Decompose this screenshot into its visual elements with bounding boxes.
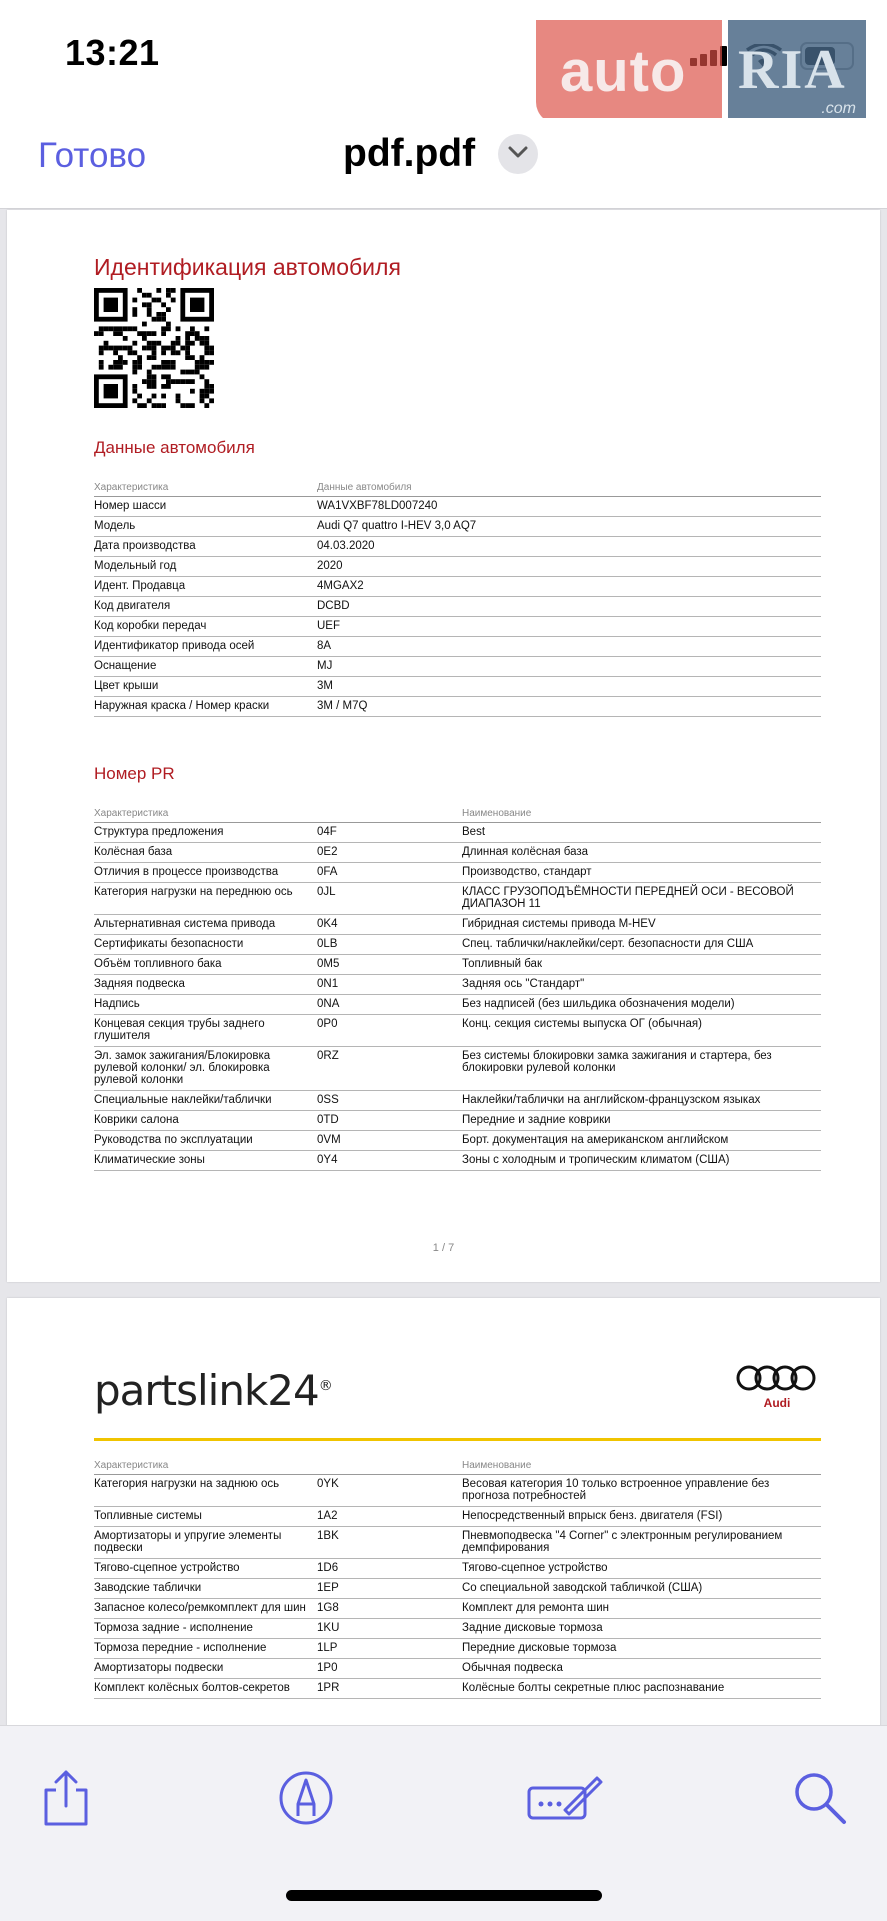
table-cell: UEF xyxy=(317,620,340,632)
table-cell: Номер шасси xyxy=(94,500,167,512)
table-row xyxy=(94,1559,821,1579)
table-row xyxy=(94,657,821,677)
column-header: Характеристика xyxy=(94,482,169,493)
table-cell: Коврики салона xyxy=(94,1114,179,1126)
table-cell: 0FA xyxy=(317,866,338,878)
table-cell: Гибридная системы привода M-HEV xyxy=(462,918,656,930)
table-cell: MJ xyxy=(317,660,333,672)
table-row xyxy=(94,1599,821,1619)
table-cell: 0JL xyxy=(317,886,336,898)
column-header: Данные автомобиля xyxy=(317,482,412,493)
table-cell: 4MGAX2 xyxy=(317,580,364,592)
table-cell: Топливные системы xyxy=(94,1510,202,1522)
table-row xyxy=(94,1679,821,1699)
table-row xyxy=(94,637,821,657)
table-cell: Непосредственный впрыск бенз. двигателя (FSI) xyxy=(462,1510,723,1522)
table-row xyxy=(94,1527,821,1559)
table-cell: Передние дисковые тормоза xyxy=(462,1642,617,1654)
markup-icon[interactable] xyxy=(276,1768,336,1828)
table-cell: Зоны с холодным и тропическим климатом (США) xyxy=(462,1154,730,1166)
partslink24-logo-text: partslink24 xyxy=(94,1366,319,1415)
table-cell: 04.03.2020 xyxy=(317,540,375,552)
chevron-down-icon xyxy=(508,146,528,160)
table-row xyxy=(94,1015,821,1047)
title-menu-button[interactable] xyxy=(498,134,538,174)
document-title[interactable]: pdf.pdf xyxy=(343,132,476,175)
column-header: Характеристика xyxy=(94,808,169,819)
table-cell: 3M / M7Q xyxy=(317,700,368,712)
watermark-com-text: .com xyxy=(821,100,856,117)
table-cell: Пневмоподвеска "4 Corner" с электронным регулированием демпфирования xyxy=(462,1530,783,1554)
table-cell: Идент. Продавца xyxy=(94,580,186,592)
table-row xyxy=(94,557,821,577)
table-cell: Спец. таблички/наклейки/серт. безопасности для США xyxy=(462,938,754,950)
table-cell: Best xyxy=(462,826,486,838)
table-cell: Колёсная база xyxy=(94,846,173,858)
audi-logo xyxy=(734,1364,820,1414)
table-row xyxy=(94,1475,821,1507)
table-cell: 0E2 xyxy=(317,846,338,858)
vehicle-section-title: Данные автомобиля xyxy=(94,438,255,457)
table-row xyxy=(94,577,821,597)
table-cell: Альтернативная система привода xyxy=(94,918,276,930)
table-row xyxy=(94,517,821,537)
table-row xyxy=(94,1131,821,1151)
table-cell: Идентификатор привода осей xyxy=(94,640,255,652)
table-cell: Амортизаторы подвески xyxy=(94,1662,224,1674)
table-cell: Заводские таблички xyxy=(94,1582,202,1594)
table-cell: 0M5 xyxy=(317,958,340,970)
table-cell: Объём топливного бака xyxy=(94,958,222,970)
table-row xyxy=(94,1659,821,1679)
page-number: 1 / 7 xyxy=(432,1242,455,1254)
table-cell: Комплект колёсных болтов-секретов xyxy=(94,1682,290,1694)
table-cell: 0Y4 xyxy=(317,1154,338,1166)
table-row xyxy=(94,883,821,915)
table-cell: Наружная краска / Номер краски xyxy=(94,700,270,712)
search-icon[interactable] xyxy=(790,1768,850,1828)
signature-icon[interactable] xyxy=(525,1768,605,1828)
table-cell: 04F xyxy=(317,826,337,838)
table-cell: 1LP xyxy=(317,1642,338,1654)
table-cell: 0YK xyxy=(317,1478,339,1490)
table-cell: WA1VXBF78LD007240 xyxy=(317,500,438,512)
table-cell: Тягово-сцепное устройство xyxy=(462,1562,608,1574)
table-cell: Отличия в процессе производства xyxy=(94,866,279,878)
table-row xyxy=(94,955,821,975)
table-cell: 1A2 xyxy=(317,1510,338,1522)
status-time: 13:21 xyxy=(65,32,160,73)
pdf-page-2[interactable] xyxy=(7,1298,880,1728)
column-header xyxy=(317,808,462,819)
column-header xyxy=(317,1460,462,1471)
table-cell: 0SS xyxy=(317,1094,339,1106)
table-cell: 3M xyxy=(317,680,333,692)
table-row xyxy=(94,1619,821,1639)
page-heading: Идентификация автомобиля xyxy=(94,254,401,280)
table-cell: Наклейки/таблички на английском-французском языках xyxy=(462,1094,761,1106)
table-cell: Дата производства xyxy=(94,540,196,552)
table-cell: 1P0 xyxy=(317,1662,338,1674)
table-cell: 0N1 xyxy=(317,978,339,990)
table-header xyxy=(94,478,821,497)
table-cell: Производство, стандарт xyxy=(462,866,592,878)
table-row xyxy=(94,975,821,995)
table-cell: 1PR xyxy=(317,1682,340,1694)
table-cell: Тормоза задние - исполнение xyxy=(94,1622,253,1634)
table-cell: Оснащение xyxy=(94,660,157,672)
table-cell: Категория нагрузки на переднюю ось xyxy=(94,886,293,898)
table-cell: 0RZ xyxy=(317,1050,339,1062)
registered-mark: ® xyxy=(318,1378,332,1394)
table-cell: Весовая категория 10 только встроенное управление без прогноза потребностей xyxy=(462,1478,770,1502)
table-row xyxy=(94,1507,821,1527)
table-cell: Сертификаты безопасности xyxy=(94,938,244,950)
table-cell: Топливный бак xyxy=(462,958,542,970)
table-cell: 0K4 xyxy=(317,918,338,930)
table-cell: Задняя ось "Стандарт" xyxy=(462,978,585,990)
table-cell: 1BK xyxy=(317,1530,339,1542)
table-cell: Задние дисковые тормоза xyxy=(462,1622,603,1634)
table-cell: Тормоза передние - исполнение xyxy=(94,1642,267,1654)
table-row xyxy=(94,843,821,863)
home-indicator[interactable] xyxy=(286,1890,602,1901)
table-cell: Концевая секция трубы заднего глушителя xyxy=(94,1018,265,1042)
audi-logo-text: Audi xyxy=(763,1396,791,1410)
table-cell: Без системы блокировки замка зажигания и стартера, без блокировки рулевой колонки xyxy=(462,1050,772,1074)
table-cell: 0VM xyxy=(317,1134,341,1146)
pr-section-title: Номер PR xyxy=(94,764,175,783)
table-row xyxy=(94,1579,821,1599)
watermark-auto-text: auto xyxy=(560,39,687,104)
table-cell: 1D6 xyxy=(317,1562,339,1574)
table-row xyxy=(94,1639,821,1659)
table-cell: DCBD xyxy=(317,600,350,612)
table-row xyxy=(94,1111,821,1131)
table-cell: Колёсные болты секретные плюс распознавание xyxy=(462,1682,725,1694)
table-cell: 0NA xyxy=(317,998,340,1010)
table-cell: Цвет крыши xyxy=(94,680,159,692)
table-row xyxy=(94,863,821,883)
table-row xyxy=(94,995,821,1015)
audi-rings-icon xyxy=(734,1364,820,1394)
bottom-toolbar xyxy=(0,1725,887,1921)
table-row xyxy=(94,597,821,617)
column-header: Наименование xyxy=(462,1460,532,1471)
table-cell: Audi Q7 quattro I-HEV 3,0 AQ7 xyxy=(317,520,477,532)
table-header xyxy=(94,804,821,823)
table-cell: 0TD xyxy=(317,1114,339,1126)
pr-number-table xyxy=(94,804,821,1171)
table-row xyxy=(94,497,821,517)
table-cell: 1KU xyxy=(317,1622,340,1634)
table-header xyxy=(94,1456,821,1475)
table-cell: Обычная подвеска xyxy=(462,1662,563,1674)
table-cell: Надпись xyxy=(94,998,140,1010)
watermark-ria-logo xyxy=(728,20,866,124)
table-cell: Без надписей (без шильдика обозначения модели) xyxy=(462,998,735,1010)
table-row xyxy=(94,1047,821,1091)
table-cell: Код коробки передач xyxy=(94,620,207,632)
table-cell: Руководства по эксплуатации xyxy=(94,1134,253,1146)
table-cell: Со специальной заводской табличкой (США) xyxy=(462,1582,703,1594)
qr-code xyxy=(94,288,214,408)
table-cell: Запасное колесо/ремкомплект для шин xyxy=(94,1602,306,1614)
table-cell: Длинная колёсная база xyxy=(462,846,589,858)
table-cell: Эл. замок зажигания/Блокировка рулевой колонки/ эл. блокировка рулевой колонки xyxy=(94,1050,271,1086)
table-cell: Код двигателя xyxy=(94,600,171,612)
partslink24-logo xyxy=(94,1366,332,1415)
table-cell: 1EP xyxy=(317,1582,339,1594)
table-cell: 1G8 xyxy=(317,1602,339,1614)
table-row xyxy=(94,915,821,935)
table-cell: КЛАСС ГРУЗОПОДЪЁМНОСТИ ПЕРЕДНЕЙ ОСИ - ВЕСОВОЙ ДИАПАЗОН 11 xyxy=(462,886,794,910)
table-cell: 0P0 xyxy=(317,1018,338,1030)
table-cell: Комплект для ремонта шин xyxy=(462,1602,609,1614)
table-row xyxy=(94,537,821,557)
watermark-auto-logo xyxy=(536,20,722,124)
table-cell: Категория нагрузки на заднюю ось xyxy=(94,1478,280,1490)
table-row xyxy=(94,677,821,697)
table-cell: Тягово-сцепное устройство xyxy=(94,1562,240,1574)
table-row xyxy=(94,935,821,955)
table-row xyxy=(94,617,821,637)
table-cell: Специальные наклейки/таблички xyxy=(94,1094,272,1106)
watermark-ria-text: RIA xyxy=(738,39,847,101)
vehicle-data-table xyxy=(94,478,821,717)
table-cell: 0LB xyxy=(317,938,338,950)
table-cell: Борт. документация на американском английском xyxy=(462,1134,729,1146)
table-cell: Модельный год xyxy=(94,560,177,572)
table-cell: Передние и задние коврики xyxy=(462,1114,611,1126)
table-row xyxy=(94,1091,821,1111)
table-cell: Модель xyxy=(94,520,136,532)
table-row xyxy=(94,697,821,717)
table-cell: 2020 xyxy=(317,560,343,572)
share-icon[interactable] xyxy=(36,1768,96,1828)
table-cell: Климатические зоны xyxy=(94,1154,205,1166)
table-cell: 8A xyxy=(317,640,332,652)
column-header: Наименование xyxy=(462,808,532,819)
table-cell: Амортизаторы и упругие элементы подвески xyxy=(94,1530,282,1554)
done-button[interactable]: Готово xyxy=(38,136,147,175)
table-cell: Конц. секция системы выпуска ОГ (обычная) xyxy=(462,1018,702,1030)
table-row xyxy=(94,1151,821,1171)
table-row xyxy=(94,823,821,843)
pdf-page-1[interactable] xyxy=(7,210,880,1282)
pr-number-table-continued xyxy=(94,1456,821,1699)
yellow-divider xyxy=(94,1438,821,1441)
navigation-bar xyxy=(0,118,887,209)
table-cell: Задняя подвеска xyxy=(94,978,185,990)
column-header: Характеристика xyxy=(94,1460,169,1471)
table-cell: Структура предложения xyxy=(94,826,224,838)
